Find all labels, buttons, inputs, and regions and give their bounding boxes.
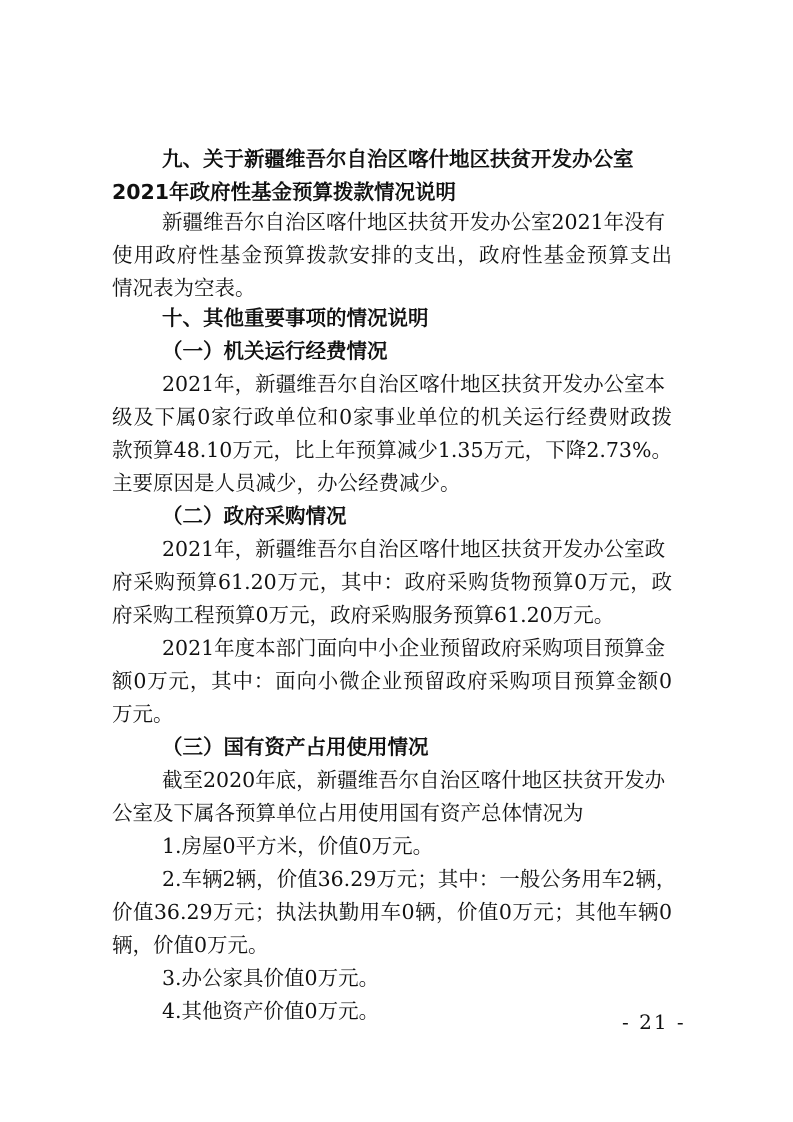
section10-title: 十、其他重要事项的情况说明	[162, 306, 429, 330]
asset-item-vehicles-line: 价值36.29万元；执法执勤用车0辆，价值0万元；其他车辆0	[112, 900, 672, 924]
sub1-title: （一）机关运行经费情况	[162, 339, 388, 363]
sub1-body-line: 款预算48.10万元，比上年预算减少1.35万元，下降2.73%。	[112, 438, 672, 462]
section9-title-line2: 2021年政府性基金预算拨款情况说明	[112, 180, 457, 204]
asset-item-other: 4.其他资产价值0万元。	[162, 999, 380, 1023]
sub1-body-line: 主要原因是人员减少，办公经费减少。	[112, 471, 461, 495]
sub3-body-line: 截至2020年底，新疆维吾尔自治区喀什地区扶贫开发办	[162, 768, 666, 792]
sub2-body-line: 府采购预算61.20万元，其中：政府采购货物预算0万元，政	[112, 570, 672, 594]
sub2-body2-line: 万元。	[112, 702, 174, 726]
sub1-body-line: 级及下属0家行政单位和0家事业单位的机关运行经费财政拨	[112, 405, 672, 429]
section9-body-line: 使用政府性基金预算拨款安排的支出，政府性基金预算支出	[112, 243, 672, 267]
section9-body-line: 情况表为空表。	[112, 276, 256, 300]
sub2-body2-line: 2021年度本部门面向中小企业预留政府采购项目预算金	[162, 636, 666, 660]
sub2-title: （二）政府采购情况	[162, 504, 347, 528]
sub2-body-line: 府采购工程预算0万元，政府采购服务预算61.20万元。	[112, 603, 615, 627]
asset-item-vehicles-line: 辆，价值0万元。	[112, 933, 269, 957]
asset-item-furniture: 3.办公家具价值0万元。	[162, 966, 380, 990]
sub3-title: （三）国有资产占用使用情况	[162, 735, 429, 759]
sub2-body-line: 2021年，新疆维吾尔自治区喀什地区扶贫开发办公室政	[162, 537, 666, 561]
sub3-body-line: 公室及下属各预算单位占用使用国有资产总体情况为	[112, 801, 584, 825]
section9-body-line: 新疆维吾尔自治区喀什地区扶贫开发办公室2021年没有	[162, 210, 666, 234]
asset-item-vehicles-line: 2.车辆2辆，价值36.29万元；其中：一般公务用车2辆，	[162, 867, 677, 891]
section9-title-line1: 九、关于新疆维吾尔自治区喀什地区扶贫开发办公室	[162, 147, 634, 171]
asset-item-housing: 1.房屋0平方米，价值0万元。	[162, 834, 434, 858]
sub1-body-line: 2021年，新疆维吾尔自治区喀什地区扶贫开发办公室本	[162, 372, 666, 396]
sub2-body2-line: 额0万元，其中：面向小微企业预留政府采购项目预算金额0	[112, 669, 672, 693]
page-number: - 21 -	[622, 1010, 686, 1034]
